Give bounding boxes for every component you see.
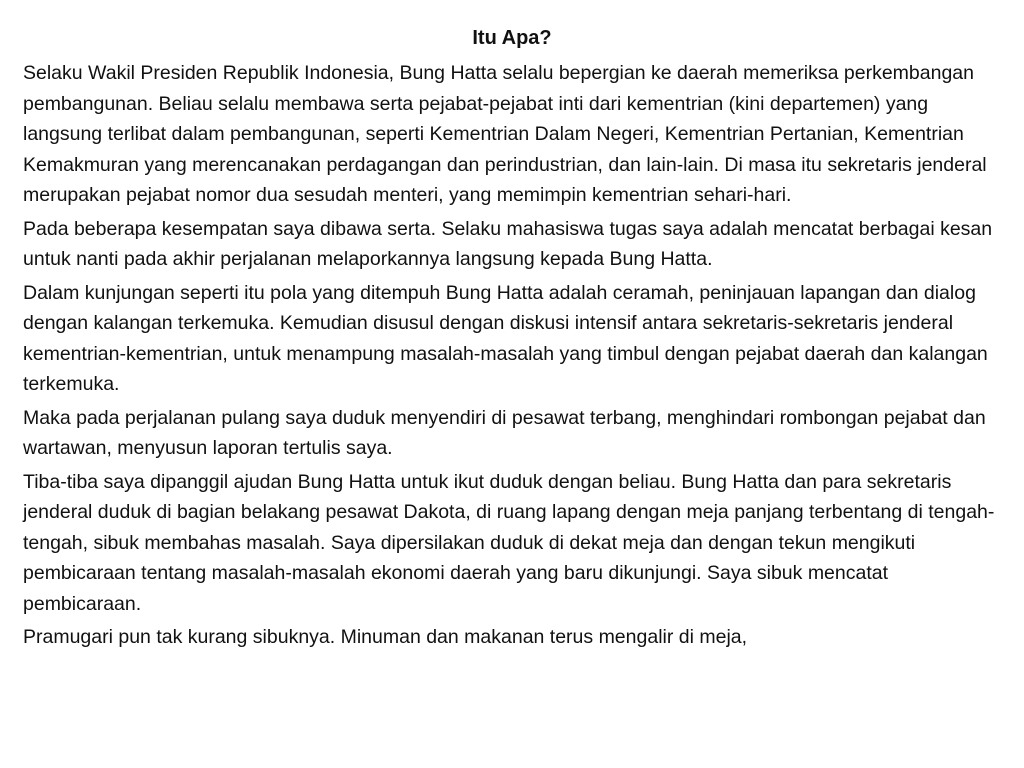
paragraph-3: Dalam kunjungan seperti itu pola yang ditempuh Bung Hatta adalah ceramah, peninjauan lapangan dan dialog dengan kalangan terkemuka. Kemudian disusul dengan diskusi intensif antara sekretaris-sekretaris jenderal kementrian-kementrian, untuk menampung masalah-masalah yang timbul dengan pejabat daerah dan kalangan terkemuka. — [23, 281, 988, 395]
slide-body — [23, 58, 1008, 656]
paragraph-2: Pada beberapa kesempatan saya dibawa serta. Selaku mahasiswa tugas saya adalah mencatat berbagai kesan untuk nanti pada akhir perjalanan melaporkannya langsung kepada Bung Hatta. — [23, 217, 993, 270]
paragraph-5: Tiba-tiba saya dipanggil ajudan Bung Hatta untuk ikut duduk dengan beliau. Bung Hatta dan para sekretaris jenderal duduk di bagian belakang pesawat Dakota, di ruang lapang dengan meja panjang terbentang di tengah-tengah, sibuk membahas masalah. Saya dipersilakan duduk di dekat meja dan dengan tekun mengikuti pembicaraan tentang masalah-masalah ekonomi daerah yang baru dikunjungi. Saya sibuk mencatat pembicaraan. — [23, 470, 995, 615]
paragraph-1: Selaku Wakil Presiden Republik Indonesia, Bung Hatta selalu bepergian ke daerah memeriksa perkembangan pembangunan. Beliau selalu membawa serta pejabat-pejabat inti dari kementrian (kini departemen) yang langsung terlibat dalam pembangunan, seperti Kementrian Dalam Negeri, Kementrian Pertanian, Kementrian Kemakmuran yang merencanakan perdagangan dan perindustrian, dan lain-lain. Di masa itu sekretaris jenderal merupakan pejabat nomor dua sesudah menteri, yang memimpin kementrian sehari-hari. — [23, 62, 987, 206]
paragraph-4: Maka pada perjalanan pulang saya duduk menyendiri di pesawat terbang, menghindari rombongan pejabat dan wartawan, menyusun laporan tertulis saya. — [23, 406, 986, 459]
paragraph-6: Pramugari pun tak kurang sibuknya. Minuman dan makanan terus mengalir di meja, — [23, 626, 748, 648]
slide-title: Itu Apa? — [472, 27, 552, 49]
